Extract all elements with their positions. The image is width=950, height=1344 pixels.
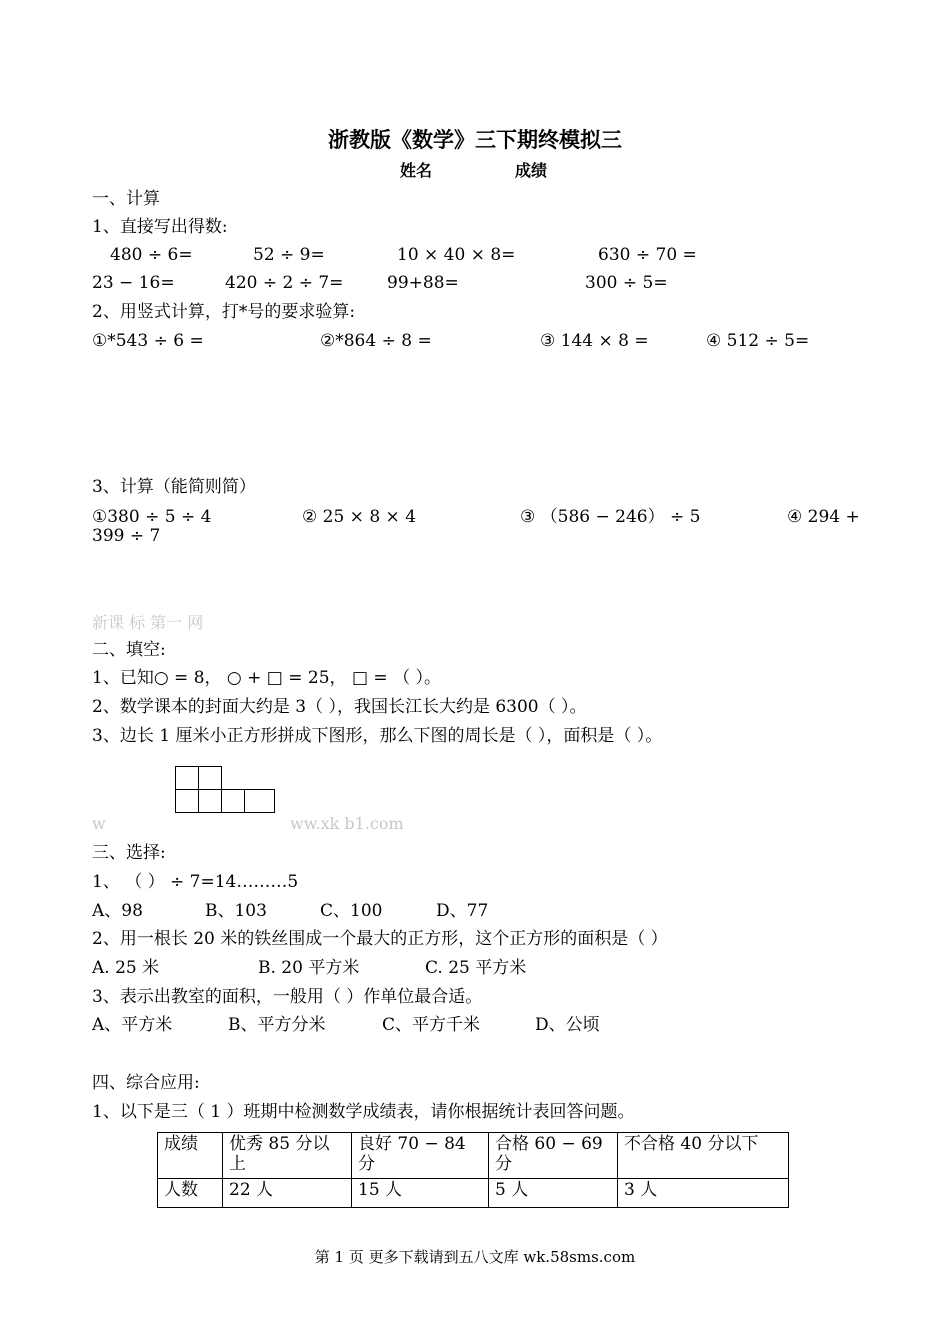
calc-item: 10 × 40 × 8= — [397, 245, 516, 265]
name-label: 姓名 — [400, 161, 433, 180]
simplify-item: ④ 294 + — [787, 507, 860, 527]
fill-q3: 3、边长 1 厘米小正方形拼成下图形，那么下图的周长是（ ），面积是（ ）。 — [92, 726, 663, 746]
unit-square — [221, 789, 245, 813]
square-figure — [175, 766, 275, 812]
page-title: 浙教版《数学》三下期终模拟三 — [328, 127, 622, 152]
choice-option: A、平方米 — [92, 1015, 173, 1035]
choice-option: A、98 — [92, 901, 143, 921]
vertical-calc-item: ②*864 ÷ 8 = — [320, 331, 432, 351]
choice-option: D、公顷 — [535, 1015, 600, 1035]
section1-q3-label: 3、计算（能简则简） — [92, 477, 256, 497]
simplify-item: ③ （586 − 246） ÷ 5 — [520, 507, 701, 527]
table-header-cell: 优秀 85 分以上 — [223, 1133, 352, 1179]
watermark: ww.xk b1.com — [290, 814, 404, 833]
vertical-calc-item: ①*543 ÷ 6 = — [92, 331, 204, 351]
calc-item: 480 ÷ 6= — [110, 245, 193, 265]
unit-square — [198, 766, 222, 790]
choice-option: B、103 — [205, 901, 267, 921]
application-q1: 1、以下是三（ 1 ）班期中检测数学成绩表，请你根据统计表回答问题。 — [92, 1102, 635, 1122]
calc-item: 630 ÷ 70 = — [598, 245, 697, 265]
calc-item: 99+88= — [387, 273, 459, 293]
table-header-cell: 不合格 40 分以下 — [618, 1133, 789, 1179]
unit-square — [175, 766, 199, 790]
table-cell: 5 人 — [489, 1179, 618, 1208]
unit-square — [198, 789, 222, 813]
choice-option: C. 25 平方米 — [425, 958, 527, 978]
table-cell: 3 人 — [618, 1179, 789, 1208]
choice-option: A. 25 米 — [92, 958, 160, 978]
table-header-cell: 合格 60 − 69 分 — [489, 1133, 618, 1179]
fill-q1: 1、已知○ = 8， ○ + □ = 25， □ = （ ）。 — [92, 668, 441, 688]
watermark: w — [92, 814, 106, 833]
score-label: 成绩 — [515, 161, 548, 180]
choice-q2: 2、用一根长 20 米的铁丝围成一个最大的正方形，这个正方形的面积是（ ） — [92, 929, 668, 949]
simplify-item-wrap: 399 ÷ 7 — [92, 526, 161, 546]
table-header-cell: 成绩 — [158, 1133, 223, 1179]
simplify-item: ①380 ÷ 5 ÷ 4 — [92, 507, 212, 527]
choice-option: D、77 — [436, 901, 489, 921]
section2-heading: 二、填空: — [92, 640, 166, 660]
fill-q2: 2、数学课本的封面大约是 3（ ），我国长江长大约是 6300（ ）。 — [92, 697, 587, 717]
choice-option: C、平方千米 — [382, 1015, 481, 1035]
choice-option: B. 20 平方米 — [258, 958, 360, 978]
score-table — [157, 1132, 789, 1208]
watermark: 新课 标 第一 网 — [92, 613, 204, 632]
table-cell: 22 人 — [223, 1179, 352, 1208]
table-cell: 人数 — [158, 1179, 223, 1208]
table-cell: 15 人 — [352, 1179, 489, 1208]
unit-square — [244, 789, 275, 813]
choice-option: B、平方分米 — [228, 1015, 326, 1035]
section1-heading: 一、计算 — [92, 189, 160, 209]
unit-square — [175, 789, 199, 813]
calc-item: 52 ÷ 9= — [253, 245, 325, 265]
section4-heading: 四、综合应用: — [92, 1073, 200, 1093]
calc-item: 420 ÷ 2 ÷ 7= — [225, 273, 344, 293]
calc-item: 300 ÷ 5= — [585, 273, 668, 293]
page-footer: 第 1 页 更多下载请到五八文库 wk.58sms.com — [314, 1248, 636, 1266]
table-header-cell: 良好 70 − 84 分 — [352, 1133, 489, 1179]
table-row — [158, 1179, 789, 1208]
section3-heading: 三、选择: — [92, 843, 166, 863]
vertical-calc-item: ④ 512 ÷ 5= — [706, 331, 810, 351]
choice-q1: 1、 （ ） ÷ 7=14………5 — [92, 872, 299, 892]
simplify-item: ② 25 × 8 × 4 — [302, 507, 417, 527]
section1-q1-label: 1、直接写出得数: — [92, 217, 228, 237]
vertical-calc-item: ③ 144 × 8 = — [540, 331, 649, 351]
choice-q3: 3、表示出教室的面积，一般用（ ）作单位最合适。 — [92, 987, 483, 1007]
calc-item: 23 − 16= — [92, 273, 175, 293]
table-header-row — [158, 1133, 789, 1179]
section1-q2-label: 2、用竖式计算，打*号的要求验算: — [92, 302, 356, 322]
choice-option: C、100 — [320, 901, 383, 921]
